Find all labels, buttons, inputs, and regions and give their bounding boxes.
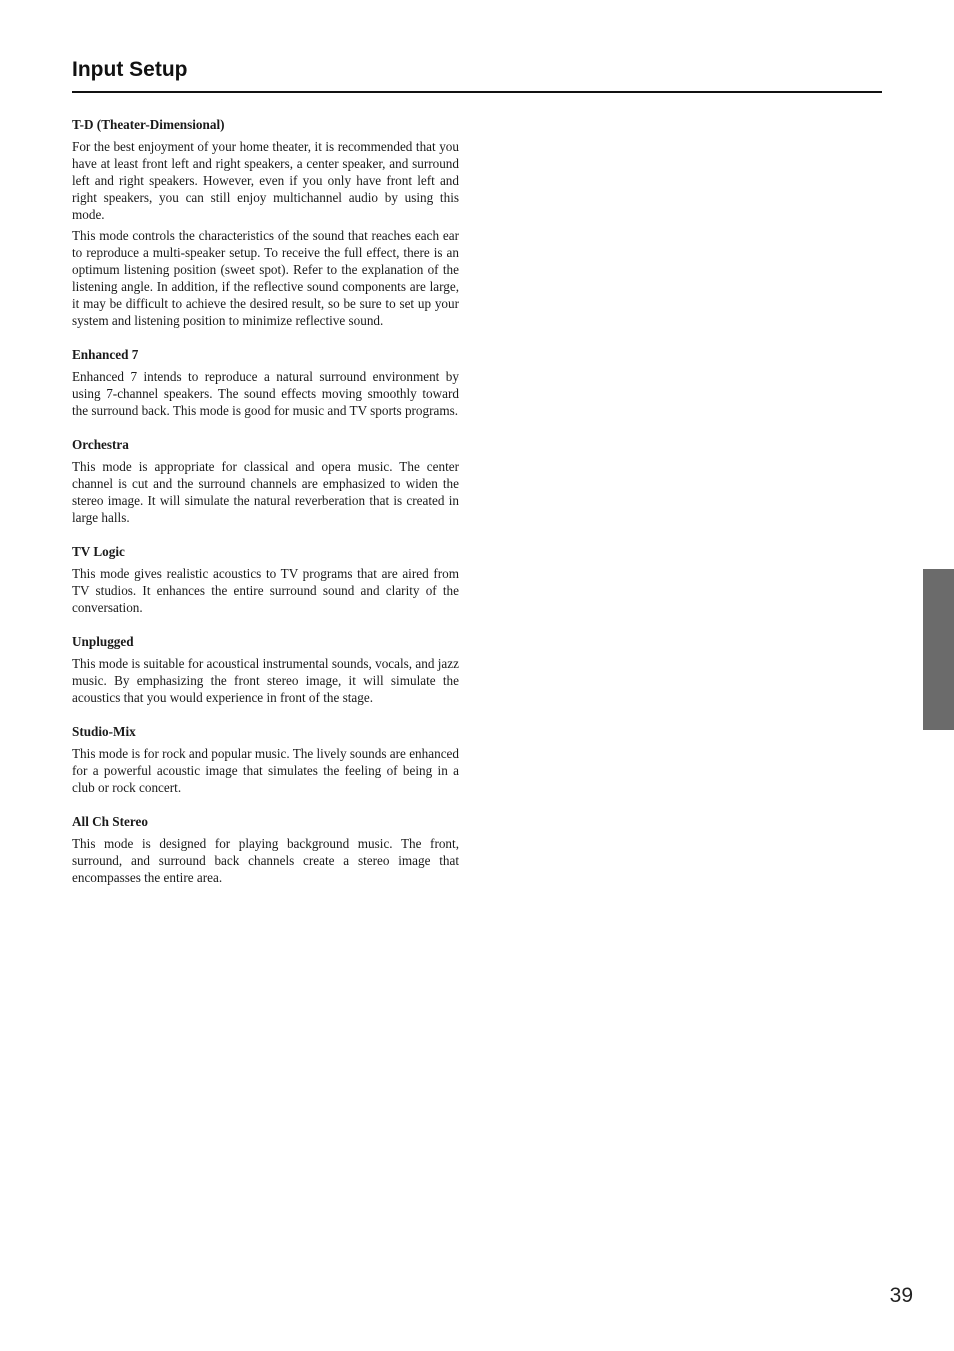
section-paragraph: This mode is appropriate for classical and opera music. The center channel is cut and the surround channels are emphasized to widen the stereo image. It will simulate the natural reverberation that is created in large halls. <box>72 459 459 525</box>
section-unplugged <box>72 633 459 706</box>
section-tv-logic <box>72 543 459 616</box>
section-heading: T-D (Theater-Dimensional) <box>72 117 225 132</box>
section-paragraph: This mode is for rock and popular music. The lively sounds are enhanced for a powerful acoustic image that simulates the feeling of being in a club or rock concert. <box>72 746 459 795</box>
chapter-tab <box>923 569 954 730</box>
section-heading: Orchestra <box>72 437 129 452</box>
section-enhanced-7 <box>72 346 459 419</box>
section-heading: All Ch Stereo <box>72 814 148 829</box>
section-heading: Unplugged <box>72 634 134 649</box>
page-title: Input Setup <box>72 58 188 81</box>
section-paragraph: This mode gives realistic acoustics to TV programs that are aired from TV studios. It enhances the entire surround sound and clarity of the conversation. <box>72 566 459 615</box>
section-orchestra <box>72 436 459 526</box>
main-content <box>72 116 459 903</box>
page-number: 39 <box>889 1284 913 1307</box>
title-divider <box>72 91 882 93</box>
section-paragraph: This mode is suitable for acoustical instrumental sounds, vocals, and jazz music. By emphasizing the front stereo image, it will simulate the acoustics that you would experience in front of the stage. <box>72 656 459 705</box>
section-heading: TV Logic <box>72 544 125 559</box>
section-studio-mix <box>72 723 459 796</box>
section-paragraph: For the best enjoyment of your home theater, it is recommended that you have at least front left and right speakers, a center speaker, and surround left and right speakers. However, even if you only have front left and right speakers, you can still enjoy multichannel audio by using this mode. <box>72 139 459 222</box>
section-heading: Studio-Mix <box>72 724 136 739</box>
section-all-ch-stereo <box>72 813 459 886</box>
section-paragraph: This mode controls the characteristics of the sound that reaches each ear to reproduce a multi-speaker setup. To receive the full effect, there is an optimum listening position (sweet spot). Refer to the explanation of the listening angle. In addition, if the reflective sound components are large, it may be difficult to achieve the desired result, so be sure to set up your system and listening position to minimize reflective sound. <box>72 228 459 328</box>
section-heading: Enhanced 7 <box>72 347 139 362</box>
section-paragraph: This mode is designed for playing background music. The front, surround, and surround back channels create a stereo image that encompasses the entire area. <box>72 836 459 885</box>
section-paragraph: Enhanced 7 intends to reproduce a natural surround environment by using 7-channel speakers. The sound effects moving smoothly toward the surround back. This mode is good for music and TV sports programs. <box>72 369 459 418</box>
section-td <box>72 116 459 329</box>
